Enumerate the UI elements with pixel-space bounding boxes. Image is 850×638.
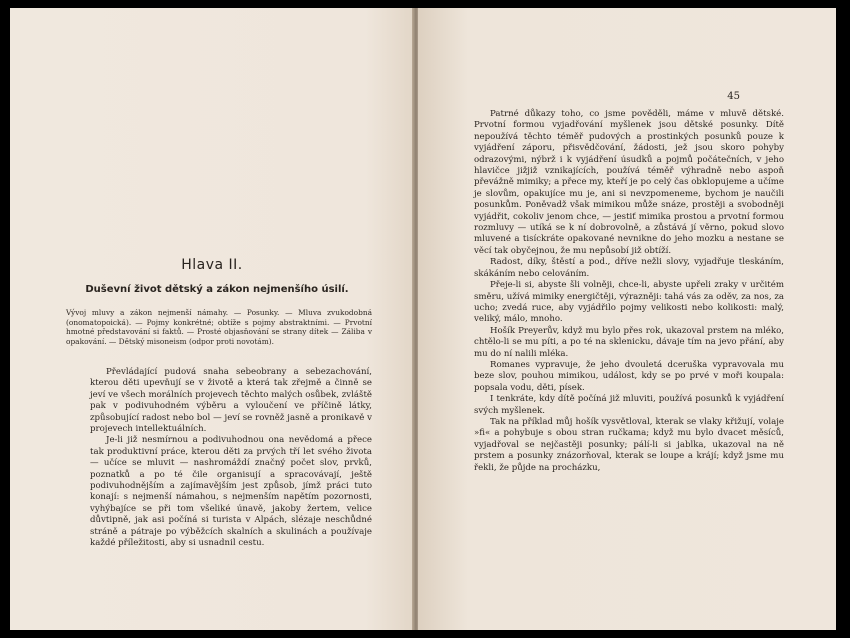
left-body-text — [90, 367, 372, 550]
summary-text: Vývoj mluvy a zákon nejmenší námahy. — Posunky. — Mluva zvukodobná (onomatopoická). — Pojmy konkrétné; obtíže s pojmy abstraktními. — Prvotní hmotné představování si faktů. — Prosté objasňování se strany dítek — Záliba v opakování. — Dětský misoneism (odpor proti novotám). — [66, 308, 372, 346]
paragraph: Radost, díky, štěstí a pod., dříve nežli slovy, vyjadřuje tleskáním, skákáním nebo celováním. — [474, 257, 784, 279]
chapter-subtitle: Duševní život dětský a zákon nejmenšího úsilí. — [85, 284, 349, 295]
chapter-summary — [66, 308, 372, 346]
paragraph: Patrné důkazy toho, co jsme pověděli, máme v mluvě dětské. Prvotní formou vyjadřování myšlenek jsou dětské posunky. Dítě nepoužívá těchto téměř pudových a prostinkých posunků pouze k vyjádření záporu, přisvědčování, žádosti, jež jsou skoro pohyby odrazovými, nýbrž i k vyjádření úsudků a pojmů počátečních, v jeho hlavičce jižjiž vznikajících, používá téměř výhradně nebo aspoň převážně mimiky; a přece my, kteří je po celý čas obklopujeme a učíme je slovům, opakujíce mu je, ani si nevzpomeneme, bychom je naučili posunkům. Poněvadž však mimikou může snáze, prostěji a svobodněji vyjádřit, cokoliv jenom chce, — jestiť mimika prostou a prvotní formou rozmluvy — utíká se k ní dobrovolně, a zůstává jí věrno, pokud slovo mluvené a tisíckráte opakované nevnikne do jeho mozku a nestane se věcí tak obyčejnou, že mu nepůsobí již obtíží. — [474, 109, 784, 256]
paragraph: Tak na příklad můj hošík vysvětloval, kterak se vlaky křižují, volaje »fi« a pohybuje s obou stran ručkama; když mu bylo dvacet měsíců, vyjadřoval se nejčastěji posunky; pálí-li si jablka, ukazoval na ně prstem a posunky znázorňoval, kterak se loupe a krájí; když jsme mu řekli, že půjde na procházku, — [474, 416, 784, 473]
paragraph: I tenkráte, kdy dítě počíná již mluviti, používá posunků k vyjádření svých myšlenek. — [474, 394, 784, 416]
paragraph: Převládající pudová snaha sebeobrany a sebezachování, kterou děti upevňují se v životě a která tak zřejmě a činně se jeví ve všech morálních projevech těchto malých osůbek, zvláště pak v podivuhodném výběru a vyloučení ve příčině látky, způsobující radost nebo bol — jeví se rovněž jasně a pronikavě v projevech intellektuálních. — [90, 367, 372, 435]
chapter-heading: Hlava II. — [181, 257, 243, 273]
paragraph: Je-li již nesmírnou a podivuhodnou ona nevědomá a přece tak produktivní práce, kterou děti za prvých tří let svého života — učíce se mluvit — nashromáždí značný počet slov, prvků, poznatků a po té čile organisují a spracovávají, ještě podivuhodnějším a zajímavějším jest způsob, jímž práci tuto konají: s nejmenší námahou, s nejmenším napětím pozornosti, vyhýbajíce se při tom všeliké únavě, jakoby žertem, velice důvtipně, jak asi počíná si turista v Alpách, slézaje neschůdné stráně a pátraje po výběžcích skalních a skulinách a používaje každé příležitosti, aby si usnadnil cestu. — [90, 435, 372, 549]
paragraph: Romanes vypravuje, že jeho dvouletá dceruška vypravovala mu beze slov, pouhou mimikou, událost, kdy se po prvé v moři koupala: popsala vodu, děti, písek. — [474, 359, 784, 393]
paragraph: Přeje-li si, abyste šli volněji, chce-li, abyste upřeli zraky v určitém směru, užívá mimiky energičtěji, výrazněji: tahá vás za oděv, za nos, za ucho; zvedá ruce, aby vyjádřilo pojmy velikosti nebo kolikosti: malý, veliký, málo, mnoho. — [474, 280, 784, 325]
paragraph: Hošík Preyerův, když mu bylo přes rok, ukazoval prstem na mléko, chtělo-li se mu píti, a po té na sklenicku, dávaje tím na jevo přání, aby mu do ní nalili mléka. — [474, 325, 784, 359]
page-number: 45 — [727, 91, 740, 102]
left-page — [10, 8, 414, 630]
right-page — [418, 8, 836, 630]
right-body-text — [474, 109, 784, 474]
